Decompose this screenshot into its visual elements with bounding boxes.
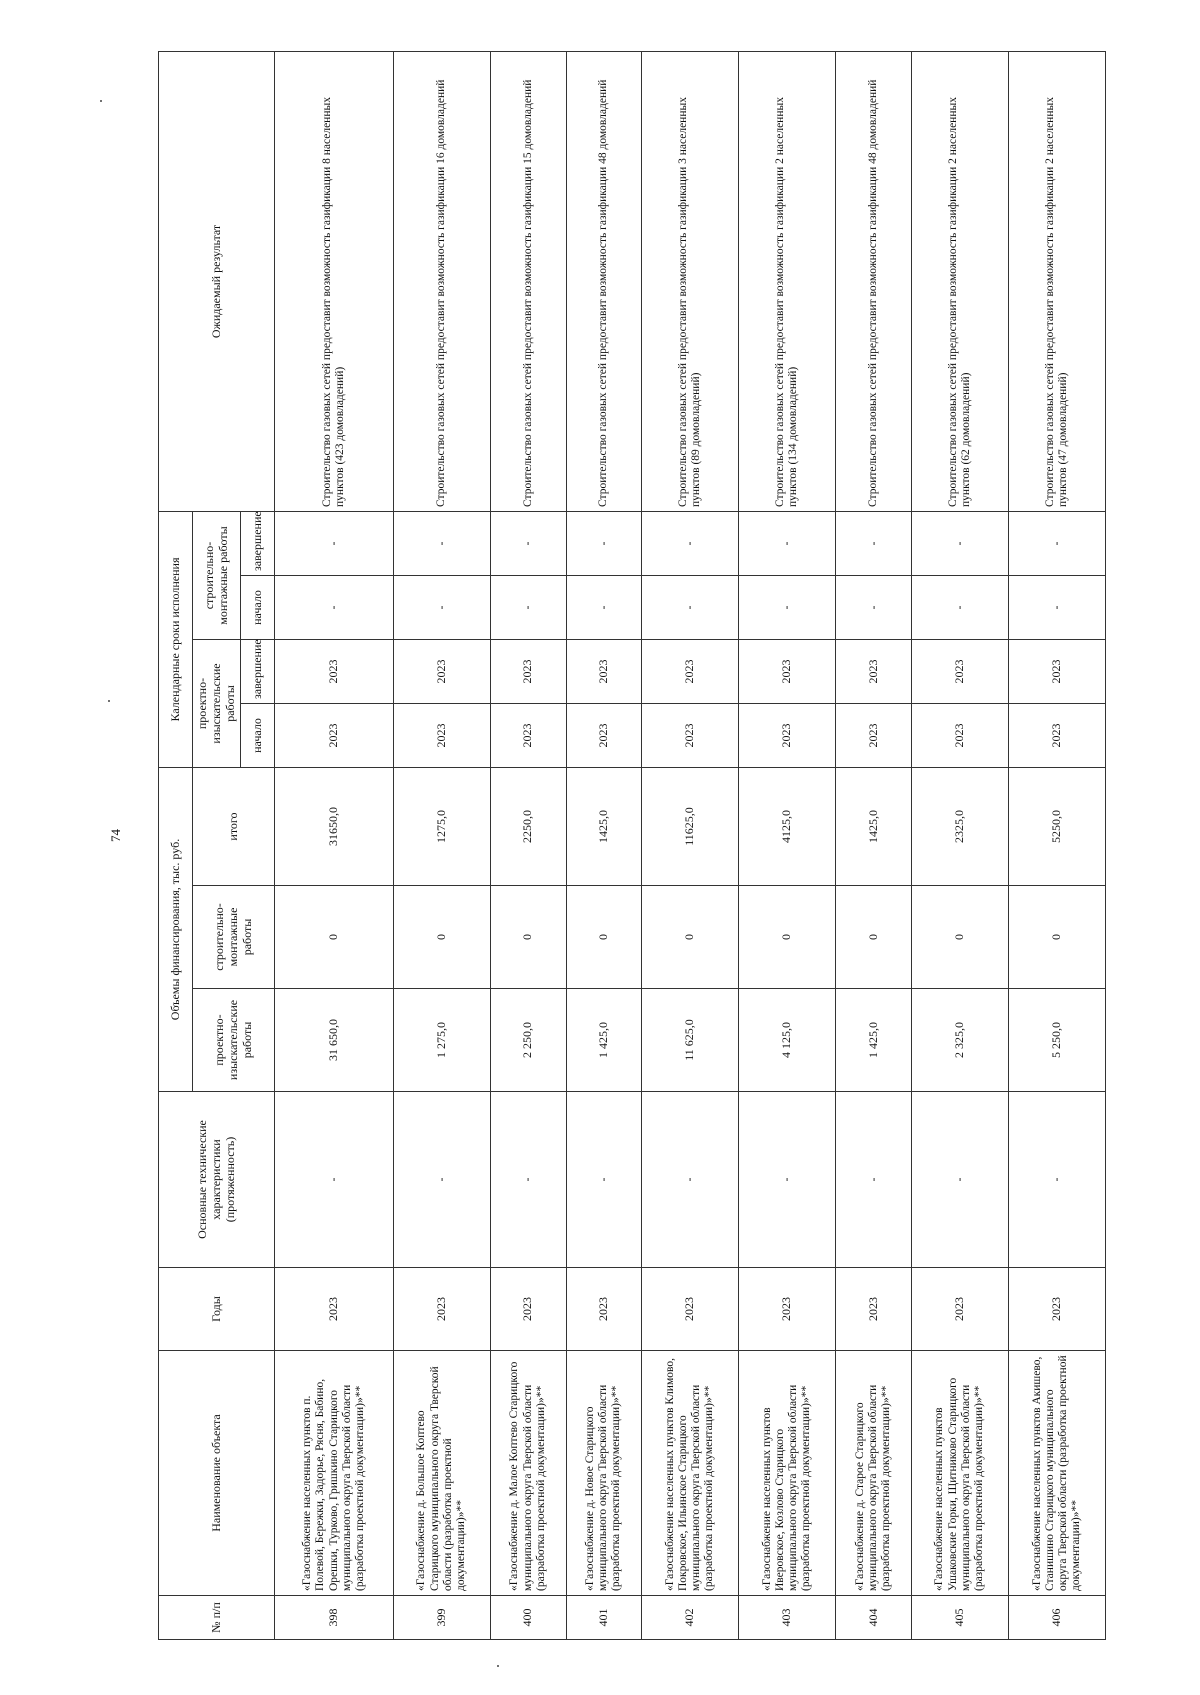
row-year: 2023 [393,1268,490,1351]
row-specs: - [275,1092,393,1268]
total-amount: 1425,0 [566,768,642,886]
design-amount: 1 425,0 [836,989,912,1092]
total-amount: 5250,0 [1008,768,1105,886]
row-year: 2023 [739,1268,836,1351]
design-amount: 2 325,0 [911,989,1008,1092]
row-num: 398 [275,1596,393,1640]
col-design-header: проектно-изыскательские работы [193,989,275,1092]
row-specs: - [836,1092,912,1268]
row-num: 403 [739,1596,836,1640]
row-year: 2023 [1008,1268,1105,1351]
total-amount: 4125,0 [739,768,836,886]
gasification-table [158,51,1106,1640]
construction-start: - [393,576,490,640]
object-name: «Газоснабжение населенных пунктов Ушаковские Горки, Щитниково Старицкого муниципального округа Тверской области (разработка проектной документации)»** [911,1351,1008,1596]
table-row [739,51,836,1639]
expected-result: Строительство газовых сетей предоставит возможность газификации 48 домовладений [836,51,912,511]
design-end: 2023 [566,640,642,704]
row-num: 401 [566,1596,642,1640]
col-num-header: № п/п [159,1596,275,1640]
total-amount: 11625,0 [642,768,739,886]
table-row [275,51,393,1639]
col-result-header: Ожидаемый результат [159,51,275,511]
construction-end: - [739,511,836,575]
construction-amount: 0 [566,886,642,989]
row-year: 2023 [836,1268,912,1351]
expected-result: Строительство газовых сетей предоставит возможность газификации 2 населенных пунктов (134 домовладений) [739,51,836,511]
row-year: 2023 [566,1268,642,1351]
object-name: «Газоснабжение д. Старое Старицкого муниципального округа Тверской области (разработка проектной документации)»** [836,1351,912,1596]
design-start: 2023 [275,704,393,768]
design-amount: 1 275,0 [393,989,490,1092]
row-year: 2023 [490,1268,566,1351]
construction-schedule-header: строительно-монтажные работы [193,511,241,639]
design-start: 2023 [393,704,490,768]
design-end: 2023 [275,640,393,704]
row-specs: - [490,1092,566,1268]
expected-result: Строительство газовых сетей предоставит возможность газификации 15 домовладений [490,51,566,511]
design-end: 2023 [642,640,739,704]
construction-start: - [566,576,642,640]
row-specs: - [1008,1092,1105,1268]
financing-header: Объемы финансирования, тыс. руб. [159,768,193,1092]
total-amount: 1425,0 [836,768,912,886]
row-num: 400 [490,1596,566,1640]
table-row [490,51,566,1639]
construction-amount: 0 [393,886,490,989]
construction-end: - [393,511,490,575]
scan-speck [497,1665,499,1667]
construction-amount: 0 [1008,886,1105,989]
design-schedule-header: проектно-изыскательские работы [193,640,241,768]
design-amount: 4 125,0 [739,989,836,1092]
construction-end-header: завершение [241,511,275,575]
design-end: 2023 [490,640,566,704]
table-row [642,51,739,1639]
table-row [836,51,912,1639]
row-num: 405 [911,1596,1008,1640]
table-row [393,51,490,1639]
design-amount: 1 425,0 [566,989,642,1092]
construction-start: - [1008,576,1105,640]
object-name: «Газоснабжение д. Новое Старицкого муниципального округа Тверской области (разработка проектной документации)»** [566,1351,642,1596]
construction-end: - [836,511,912,575]
design-end: 2023 [836,640,912,704]
object-name: «Газоснабжение населенных пунктов Акишево, Станишино Старицкого муниципального округа Тверской области (разработка проектной документации)»** [1008,1351,1105,1596]
object-name: «Газоснабжение д. Большое Коптево Старицкого муниципального округа Тверской области (разработка проектной документации)»** [393,1351,490,1596]
design-end: 2023 [739,640,836,704]
design-start: 2023 [836,704,912,768]
design-amount: 11 625,0 [642,989,739,1092]
expected-result: Строительство газовых сетей предоставит возможность газификации 48 домовладений [566,51,642,511]
expected-result: Строительство газовых сетей предоставит возможность газификации 8 населенных пунктов (423 домовладений) [275,51,393,511]
construction-amount: 0 [275,886,393,989]
object-name: «Газоснабжение населенных пунктов Иверовское, Козлово Старицкого муниципального округа Тверской области (разработка проектной документации)»** [739,1351,836,1596]
row-num: 406 [1008,1596,1105,1640]
construction-start: - [275,576,393,640]
row-specs: - [393,1092,490,1268]
construction-amount: 0 [739,886,836,989]
col-construction-header: строительно-монтажные работы [193,886,275,989]
construction-start: - [642,576,739,640]
expected-result: Строительство газовых сетей предоставит возможность газификации 2 населенных пунктов (47 домовладений) [1008,51,1105,511]
design-end: 2023 [1008,640,1105,704]
page-number: 74 [108,829,123,842]
design-start: 2023 [1008,704,1105,768]
row-num: 404 [836,1596,912,1640]
table-body [275,51,1106,1639]
design-amount: 5 250,0 [1008,989,1105,1092]
total-amount: 31650,0 [275,768,393,886]
construction-start: - [911,576,1008,640]
expected-result: Строительство газовых сетей предоставит возможность газификации 16 домовладений [393,51,490,511]
col-years-header: Годы [159,1268,275,1351]
design-amount: 31 650,0 [275,989,393,1092]
design-start: 2023 [566,704,642,768]
rotated-table-container [158,52,1106,1640]
construction-end: - [642,511,739,575]
row-num: 399 [393,1596,490,1640]
table-row [566,51,642,1639]
table-row [911,51,1008,1639]
row-specs: - [566,1092,642,1268]
construction-end: - [275,511,393,575]
schedule-header: Календарные сроки исполнения [159,511,193,767]
design-end-header: завершение [241,640,275,704]
row-specs: - [739,1092,836,1268]
row-specs: - [642,1092,739,1268]
table-header [159,51,275,1639]
scan-speck [100,100,102,102]
design-start-header: начало [241,704,275,768]
row-num: 402 [642,1596,739,1640]
design-start: 2023 [490,704,566,768]
scan-speck [108,700,110,702]
construction-amount: 0 [642,886,739,989]
total-amount: 2325,0 [911,768,1008,886]
construction-start-header: начало [241,576,275,640]
total-amount: 2250,0 [490,768,566,886]
design-start: 2023 [911,704,1008,768]
col-total-header: итого [193,768,275,886]
construction-start: - [739,576,836,640]
construction-amount: 0 [836,886,912,989]
construction-end: - [490,511,566,575]
row-year: 2023 [642,1268,739,1351]
design-end: 2023 [393,640,490,704]
row-specs: - [911,1092,1008,1268]
object-name: «Газоснабжение населенных пунктов Климово, Покровское, Ильинское Старицкого муниципального округа Тверской области (разработка проектной документации)»** [642,1351,739,1596]
construction-end: - [566,511,642,575]
construction-start: - [836,576,912,640]
construction-end: - [911,511,1008,575]
row-year: 2023 [275,1268,393,1351]
expected-result: Строительство газовых сетей предоставит возможность газификации 3 населенных пунктов (89 домовладений) [642,51,739,511]
object-name: «Газоснабжение населенных пунктов п. Полевой, Бережки, Задорье, Рясня, Бабино, Орешки, Турково, Гришкино Старицкого муниципального округа Тверской области (разработка проектной документации)»** [275,1351,393,1596]
table-row [1008,51,1105,1639]
design-end: 2023 [911,640,1008,704]
design-amount: 2 250,0 [490,989,566,1092]
expected-result: Строительство газовых сетей предоставит возможность газификации 2 населенных пунктов (62 домовладений) [911,51,1008,511]
design-start: 2023 [642,704,739,768]
row-year: 2023 [911,1268,1008,1351]
object-name: «Газоснабжение д. Малое Коптево Старицкого муниципального округа Тверской области (разработка проектной документации)»** [490,1351,566,1596]
construction-amount: 0 [490,886,566,989]
col-specs-header: Основные технические характеристики (протяженность) [159,1092,275,1268]
design-start: 2023 [739,704,836,768]
construction-end: - [1008,511,1105,575]
construction-start: - [490,576,566,640]
total-amount: 1275,0 [393,768,490,886]
col-name-header: Наименование объекта [159,1351,275,1596]
construction-amount: 0 [911,886,1008,989]
